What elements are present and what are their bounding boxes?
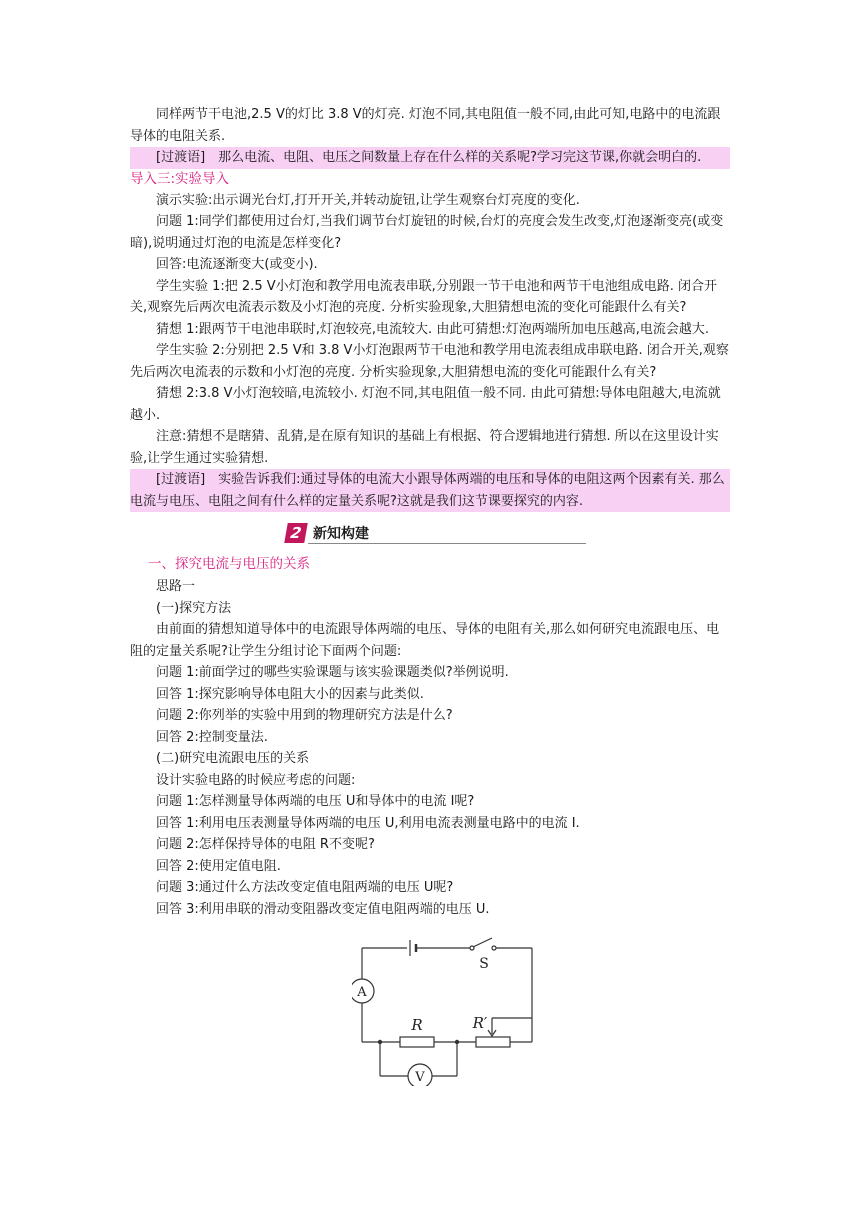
- question: 问题 3:通过什么方法改变定值电阻两端的电压 U呢?: [156, 880, 454, 895]
- section-number-badge: 2: [284, 523, 308, 543]
- paragraph: 学生实验 1:把 2.5 V小灯泡和教学用电流表串联,分别跟一节干电池和两节干电池组成电路. 闭合开关,观察先后两次电流表示数及小灯泡的亮度. 分析实验现象,大胆猜想电流的变化可能跟什么有关?: [130, 278, 718, 315]
- document-page: [130, 104, 730, 1090]
- paragraph: 猜想 1:跟两节干电池串联时,灯泡较亮,电流较大. 由此可猜想:灯泡两端所加电压越高,电流会越大.: [156, 321, 709, 337]
- transition-note: [过渡语] 实验告诉我们:通过导体的电流大小跟导体两端的电压和导体的电阻这两个因素有关. 那么电流与电压、电阻之间有什么样的定量关系呢?这就是我们这节课要探究的内容.: [130, 469, 730, 512]
- rheostat-label: R′: [472, 1014, 488, 1032]
- question: 问题 1:同学们都使用过台灯,当我们调节台灯旋钮的时候,台灯的亮度会发生改变,灯泡逐渐变亮(或变暗),说明通过灯泡的电流是怎样变化?: [130, 214, 724, 251]
- resistor-label: R: [411, 1016, 423, 1034]
- question: 问题 2:怎样保持导体的电阻 R不变呢?: [156, 837, 375, 852]
- paragraph: 演示实验:出示调光台灯,打开开关,并转动旋钮,让学生观察台灯亮度的变化.: [156, 192, 580, 208]
- paragraph: 设计实验电路的时候应考虑的问题:: [156, 772, 356, 788]
- banner-underline: [308, 543, 586, 544]
- rheostat-r-prime: [476, 1037, 510, 1047]
- junction-dot: [455, 1040, 459, 1044]
- section-heading: 导入三:实验导入: [130, 170, 230, 187]
- answer: 回答 3:利用串联的滑动变阻器改变定值电阻两端的电压 U.: [156, 901, 490, 917]
- switch-label: S: [479, 956, 489, 972]
- paragraph: (二)研究电流跟电压的关系: [156, 751, 310, 766]
- paragraph: 猜想 2:3.8 V小灯泡较暗,电流较小. 灯泡不同,其电阻值一般不同. 由此可猜想:导体电阻越大,电流就越小.: [130, 386, 721, 423]
- circuit-diagram: [352, 936, 552, 1086]
- sub-heading: 一、探究电流与电压的关系: [148, 556, 310, 572]
- section-banner: [286, 522, 586, 544]
- question: 问题 1:怎样测量导体两端的电压 U和导体中的电流 I呢?: [156, 794, 475, 809]
- question: 问题 1:前面学过的哪些实验课题与该实验课题类似?举例说明.: [156, 665, 509, 680]
- answer: 回答 2:使用定值电阻.: [156, 858, 281, 874]
- answer: 回答 1:探究影响导体电阻大小的因素与此类似.: [156, 686, 424, 702]
- junction-dot: [378, 1040, 382, 1044]
- section-banner-title: 新知构建: [313, 526, 369, 542]
- paragraph: 学生实验 2:分别把 2.5 V和 3.8 V小灯泡跟两节干电池和教学用电流表组成串联电路. 闭合开关,观察先后两次电流表的示数和小灯泡的亮度. 分析实验现象,大胆猜想电流的变化可能跟什么有关?: [130, 343, 729, 380]
- answer: 回答 2:控制变量法.: [156, 729, 268, 745]
- paragraph: 同样两节干电池,2.5 V的灯比 3.8 V的灯亮. 灯泡不同,其电阻值一般不同,由此可知,电路中的电流跟导体的电阻关系.: [130, 107, 721, 144]
- ammeter-label: A: [357, 985, 367, 1000]
- answer: 回答 1:利用电压表测量导体两端的电压 U,利用电流表测量电路中的电流 I.: [156, 815, 580, 831]
- switch-blade: [473, 938, 492, 947]
- answer: 回答:电流逐渐变大(或变小).: [156, 257, 318, 272]
- voltmeter-label: V: [415, 1070, 425, 1085]
- resistor-r: [400, 1037, 434, 1047]
- paragraph: 注意:猜想不是瞎猜、乱猜,是在原有知识的基础上有根据、符合逻辑地进行猜想. 所以在这里设计实验,让学生通过实验猜想.: [130, 429, 719, 466]
- transition-note: [过渡语] 那么电流、电阻、电压之间数量上存在什么样的关系呢?学习完这节课,你就会明白的.: [130, 147, 730, 169]
- paragraph: 思路一: [156, 579, 196, 594]
- paragraph: (一)探究方法: [156, 600, 232, 616]
- paragraph: 由前面的猜想知道导体中的电流跟导体两端的电压、导体的电阻有关,那么如何研究电流跟电压、电阻的定量关系呢?让学生分组讨论下面两个问题:: [130, 622, 720, 659]
- question: 问题 2:你列举的实验中用到的物理研究方法是什么?: [156, 708, 453, 723]
